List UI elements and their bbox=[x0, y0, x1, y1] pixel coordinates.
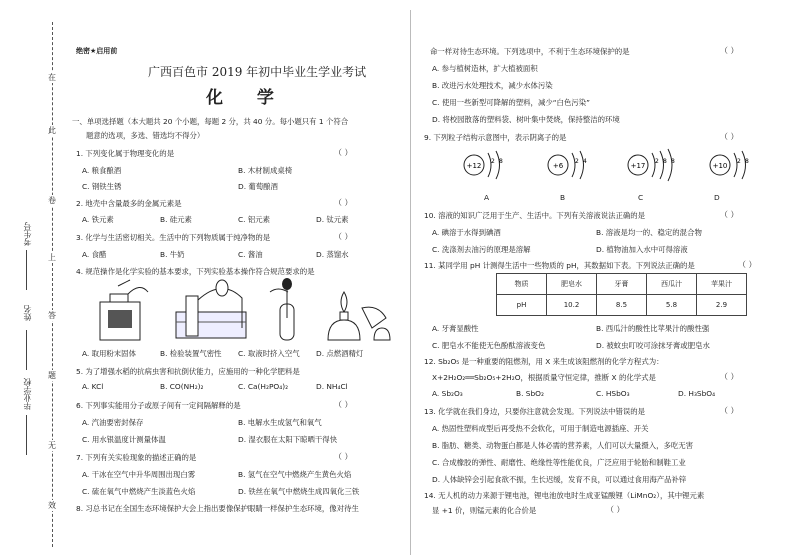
answer-paren: （ ） bbox=[606, 505, 625, 514]
option-b: B. 氢气在空气中燃烧产生黄色火焰 bbox=[238, 470, 352, 479]
binding-char: 无 bbox=[48, 441, 56, 450]
binding-char: 效 bbox=[48, 501, 56, 510]
atom-diagram-b bbox=[548, 151, 587, 179]
option-b: B. 改进污水处理技术，减少水体污染 bbox=[432, 81, 553, 90]
option-b: B. 脂肪、糖类、动物蛋白都是人体必需的营养素，人们可以大量摄入，多吃无害 bbox=[432, 441, 694, 450]
option-d: D. 葡萄酿酒 bbox=[238, 182, 278, 191]
option-a: A. 参与植树造林，扩大植被面积 bbox=[432, 64, 538, 73]
option-b: B. 木材制成桌椅 bbox=[238, 166, 293, 175]
option-c: C. 用水银温度计测量体温 bbox=[82, 435, 166, 444]
question-6: 6. 下列事实能用分子或原子间有一定间隔解释的是 bbox=[76, 401, 241, 410]
option-a: A. 汽油要密封保存 bbox=[82, 418, 144, 427]
answer-paren: （ ） bbox=[334, 452, 353, 461]
option-a: A. 粮食酿酒 bbox=[82, 166, 122, 175]
option-d: D. 湿衣服在太阳下晾晒干得快 bbox=[238, 435, 338, 444]
shell-count: 2 bbox=[737, 158, 741, 165]
binding-char: 题 bbox=[48, 371, 56, 380]
question-7: 7. 下列有关实验现象的描述正确的是 bbox=[76, 453, 197, 462]
atom-label-a: A bbox=[484, 193, 490, 202]
shell-count: 8 bbox=[663, 158, 667, 165]
option-d: D. NH₄Cl bbox=[316, 382, 348, 391]
option-c: C. 铝元素 bbox=[238, 215, 271, 224]
shell-count: 2 bbox=[491, 158, 495, 165]
option-b: B. 电解水生成氢气和氧气 bbox=[238, 418, 322, 427]
answer-paren: （ ） bbox=[738, 260, 757, 269]
binding-label-exam-number: 考生号 bbox=[23, 222, 32, 246]
binding-char: 此 bbox=[48, 126, 56, 135]
binding-char: 答 bbox=[48, 311, 56, 320]
nucleus-label: +17 bbox=[630, 162, 646, 170]
question-8: 8. 习总书记在全国生态环境保护大会上指出要像保护眼睛一样保护生态环境，像对待生 bbox=[76, 504, 359, 513]
binding-fill-line bbox=[26, 415, 27, 455]
option-c: C. 合成橡胶的弹性、耐磨性、绝缘性等性能优良，广泛应用于轮胎和制鞋工业 bbox=[432, 458, 686, 467]
option-b: B. CO(NH₂)₂ bbox=[160, 382, 204, 391]
q4-lab-illustrations bbox=[82, 278, 402, 344]
option-a: A. KCl bbox=[82, 382, 104, 391]
binding-dashed-line bbox=[52, 22, 53, 547]
nucleus-label: +10 bbox=[712, 162, 728, 170]
table-cell: 5.8 bbox=[647, 295, 697, 316]
table-cell: pH bbox=[497, 295, 547, 316]
atom-diagram-a bbox=[464, 151, 503, 179]
atom-label-b: B bbox=[560, 193, 566, 202]
option-a: A. 牙膏显酸性 bbox=[432, 324, 479, 333]
binding-fill-line bbox=[26, 250, 27, 290]
option-c: C. 使用一些新型可降解的塑料，减少“白色污染” bbox=[432, 98, 590, 107]
lab-gas-tightness-illustration bbox=[176, 280, 246, 338]
table-header-cell: 牙膏 bbox=[597, 274, 647, 295]
atom-diagram-c bbox=[628, 149, 675, 181]
exam-title: 广西百色市 2019 年初中毕业生学业考试 bbox=[148, 65, 367, 79]
option-a: A. 干冰在空气中升华周围出现白雾 bbox=[82, 470, 196, 479]
binding-char: 卷 bbox=[48, 196, 56, 205]
column-divider bbox=[410, 10, 411, 555]
shell-count: 8 bbox=[745, 158, 749, 165]
lab-dropper-illustration bbox=[270, 278, 294, 340]
answer-paren: （ ） bbox=[334, 232, 353, 241]
confidential-mark: 绝密★启用前 bbox=[76, 47, 118, 55]
option-d: D. 将校园散落的塑料袋、树叶集中焚烧，保持整洁的环境 bbox=[432, 115, 620, 124]
question-14-cont: 显 +1 价，则锰元素的化合价是 bbox=[432, 506, 537, 515]
option-c: C. 硫在氧气中燃烧产生淡蓝色火焰 bbox=[82, 487, 196, 496]
option-c: C. 取液时挤入空气 bbox=[238, 349, 300, 358]
atom-diagram-d bbox=[710, 151, 749, 179]
question-3: 3. 化学与生活密切相关。生活中的下列物质属于纯净物的是 bbox=[76, 233, 271, 242]
answer-paren: （ ） bbox=[334, 400, 353, 409]
binding-label-name: 姓名 bbox=[23, 305, 32, 321]
nucleus-label: +6 bbox=[552, 162, 564, 170]
binding-fill-line bbox=[26, 330, 27, 370]
option-b: B. 检验装置气密性 bbox=[160, 349, 222, 358]
option-d: D. 人体缺锌会引起食欲不振，生长迟缓，发育不良，可以通过食用海产品补锌 bbox=[432, 475, 687, 484]
question-4: 4. 规范操作是化学实验的基本要求，下列实验基本操作符合规范要求的是 bbox=[76, 267, 315, 276]
option-d: D. 蒸馏水 bbox=[316, 250, 349, 259]
option-a: A. 取用粉末固体 bbox=[82, 349, 136, 358]
answer-paren: （ ） bbox=[720, 46, 739, 55]
binding-label-school: 毕业学校 bbox=[23, 378, 32, 410]
option-c: C. 洗涤剂去油污的原理是溶解 bbox=[432, 245, 531, 254]
q9-atom-diagrams bbox=[460, 147, 760, 187]
question-14: 14. 无人机的动力来源于锂电池，锂电池放电时生成亚锰酸锂（LiMnO₂），其中锂元素 bbox=[424, 491, 705, 500]
question-9: 9. 下列粒子结构示意图中，表示阴离子的是 bbox=[424, 133, 567, 142]
question-2: 2. 地壳中含量最多的金属元素是 bbox=[76, 199, 182, 208]
table-cell: 8.5 bbox=[597, 295, 647, 316]
table-cell: 2.9 bbox=[697, 295, 747, 316]
answer-paren: （ ） bbox=[720, 210, 739, 219]
option-c: C. Ca(H₂PO₄)₂ bbox=[238, 382, 289, 391]
question-5: 5. 为了增强水稻的抗病虫害和抗倒伏能力，应施用的一种化学肥料是 bbox=[76, 367, 300, 376]
option-c: C. 钢铁生锈 bbox=[82, 182, 122, 191]
answer-paren: （ ） bbox=[334, 198, 353, 207]
lab-alcohol-lamp-illustration bbox=[328, 292, 390, 340]
option-a: A. Sb₂O₃ bbox=[432, 389, 463, 398]
nucleus-label: +12 bbox=[466, 162, 482, 170]
table-header-row bbox=[497, 274, 747, 295]
option-d: D. H₃SbO₄ bbox=[678, 389, 716, 398]
table-row bbox=[497, 295, 747, 316]
shell-count: 2 bbox=[655, 158, 659, 165]
section-heading-cont: 题意的选项，多选、错选均不得分） bbox=[86, 131, 205, 140]
question-8-cont: 命一样对待生态环境。下列选项中，不利于生态环境保护的是 bbox=[430, 47, 630, 56]
question-10: 10. 溶液的知识广泛用于生产、生活中。下列有关溶液说法正确的是 bbox=[424, 211, 646, 220]
shell-count: 2 bbox=[575, 158, 579, 165]
answer-paren: （ ） bbox=[720, 132, 739, 141]
question-1: 1. 下列变化属于物理变化的是 bbox=[76, 149, 175, 158]
option-a: A. 铁元素 bbox=[82, 215, 114, 224]
atom-label-d: D bbox=[714, 193, 720, 202]
shell-count: 8 bbox=[671, 158, 675, 165]
option-c: C. 酱油 bbox=[238, 250, 263, 259]
subject-title: 化 学 bbox=[206, 88, 288, 108]
option-b: B. 溶液是均一的、稳定的混合物 bbox=[596, 228, 702, 237]
option-c: C. HSbO₃ bbox=[596, 389, 630, 398]
option-d: D. 钛元素 bbox=[316, 215, 349, 224]
answer-paren: （ ） bbox=[720, 406, 739, 415]
shell-count: 8 bbox=[499, 158, 503, 165]
table-header-cell: 西瓜汁 bbox=[647, 274, 697, 295]
atom-label-c: C bbox=[638, 193, 644, 202]
question-12: 12. Sb₂O₅ 是一种重要的阻燃剂，用 X 来生成该阻燃剂的化学方程式为： bbox=[424, 357, 664, 366]
option-b: B. 硅元素 bbox=[160, 215, 192, 224]
right-column bbox=[420, 0, 780, 560]
table-header-cell: 肥皂水 bbox=[547, 274, 597, 295]
table-cell: 10.2 bbox=[547, 295, 597, 316]
option-d: D. 植物油加入水中可得溶液 bbox=[596, 245, 688, 254]
option-b: B. 西瓜汁的酸性比苹果汁的酸性强 bbox=[596, 324, 710, 333]
ph-table bbox=[496, 273, 747, 316]
answer-paren: （ ） bbox=[720, 372, 739, 381]
table-header-cell: 物质 bbox=[497, 274, 547, 295]
option-a: A. 碘溶于水得到碘酒 bbox=[432, 228, 501, 237]
option-b: B. 牛奶 bbox=[160, 250, 185, 259]
option-d: D. 铁丝在氧气中燃烧生成四氧化三铁 bbox=[238, 487, 360, 496]
option-c: C. 肥皂水不能使无色酚酞溶液变色 bbox=[432, 341, 546, 350]
binding-char: 上 bbox=[48, 253, 56, 262]
binding-strip bbox=[8, 20, 63, 550]
left-column bbox=[72, 0, 402, 560]
shell-count: 4 bbox=[583, 158, 587, 165]
lab-bottle-illustration bbox=[100, 280, 148, 340]
binding-char: 在 bbox=[48, 73, 56, 82]
option-d: D. 被蚊虫叮咬可涂抹牙膏或肥皂水 bbox=[596, 341, 710, 350]
option-a: A. 热固性塑料成型后再受热不会软化，可用于制造电源插座、开关 bbox=[432, 424, 649, 433]
question-13: 13. 化学就在我们身边，只要你注意就会发现。下列说法中错误的是 bbox=[424, 407, 646, 416]
question-12-cont: X+2H₂O₂══Sb₂O₅+2H₂O，根据质量守恒定律，推断 X 的化学式是 bbox=[432, 373, 656, 382]
question-11: 11. 某同学用 pH 计测得生活中一些物质的 pH，其数据如下表。下列说法正确的是 bbox=[424, 261, 695, 270]
table-header-cell: 苹果汁 bbox=[697, 274, 747, 295]
option-d: D. 点燃酒精灯 bbox=[316, 349, 364, 358]
answer-paren: （ ） bbox=[334, 148, 353, 157]
section-heading: 一、单项选择题（本大题共 20 个小题，每题 2 分，共 40 分。每小题只有 1 个符合 bbox=[72, 117, 349, 126]
option-a: A. 食醋 bbox=[82, 250, 107, 259]
option-b: B. SbO₂ bbox=[516, 389, 544, 398]
